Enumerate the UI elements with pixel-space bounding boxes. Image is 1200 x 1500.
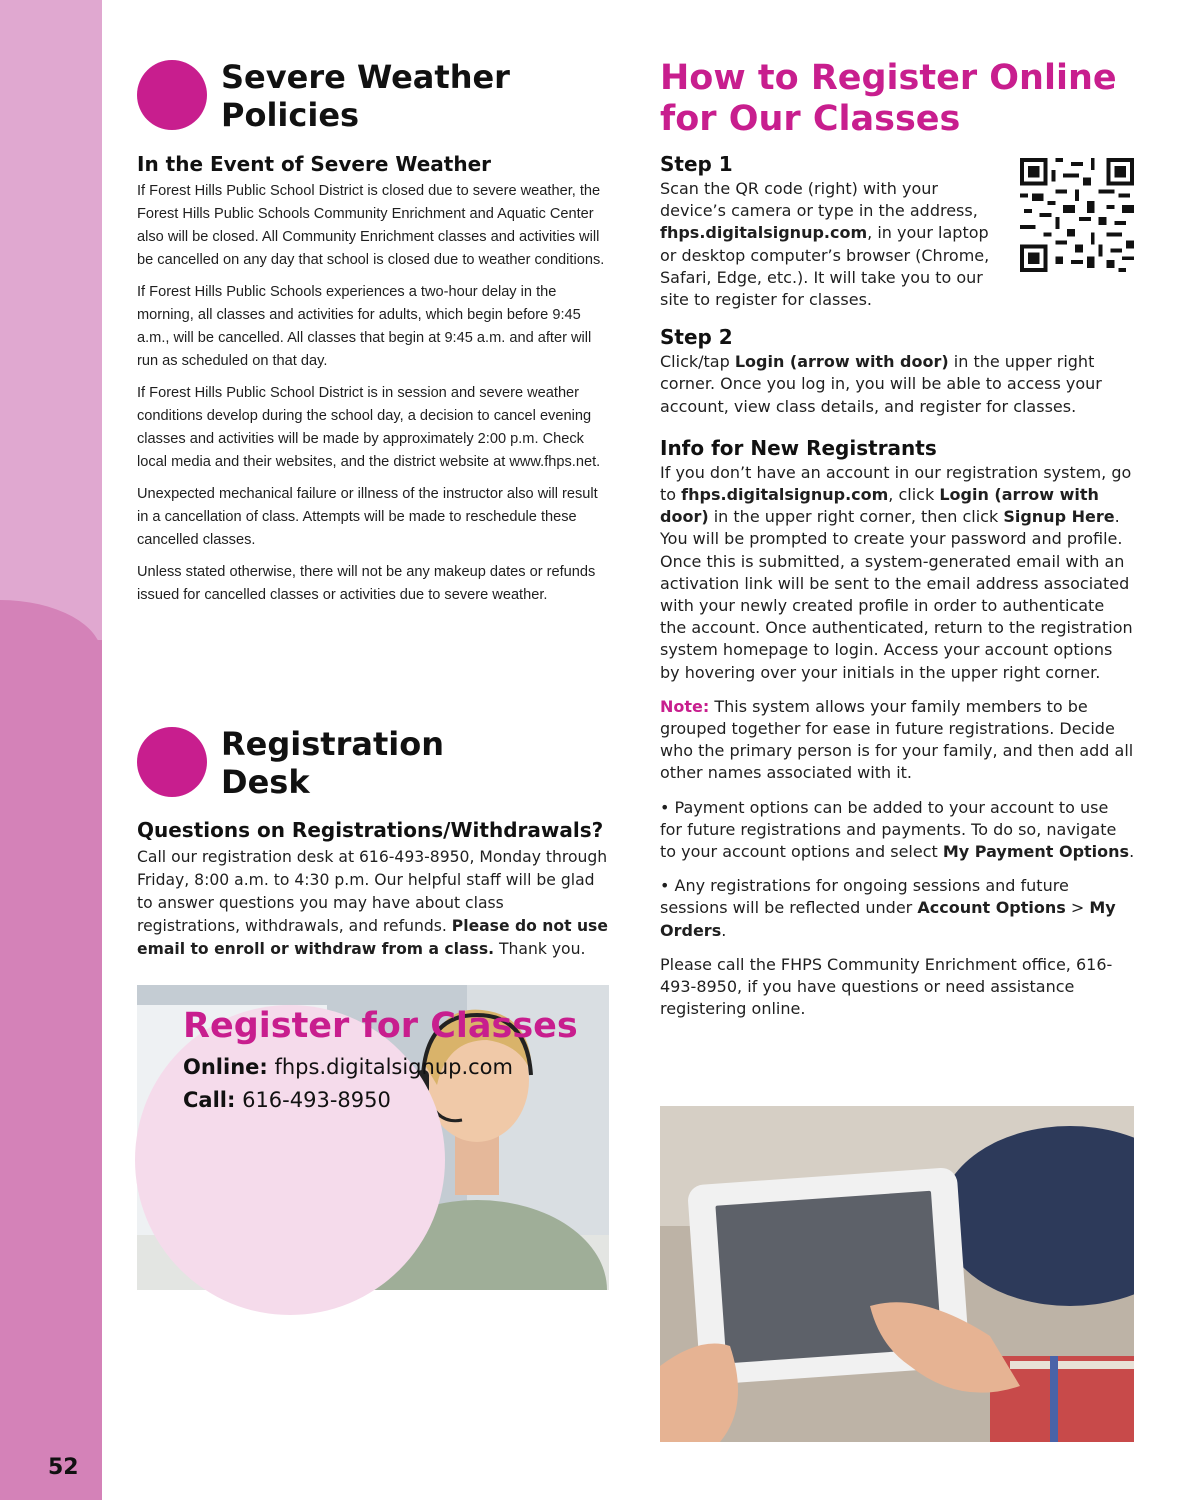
info-text-a: If you don’t have an account in our registration system, go to [660,462,1132,505]
step1-text [660,178,990,311]
severe-paragraph-1: If Forest Hills Public School District is closed due to severe weather, the Forest Hills Public Schools Community Enrichment and Aquatic Center also will be closed. All Community Enrichment classes and activities will be cancelled on any day that school is closed due to weather conditions. [137,183,605,268]
desk-text-bold: Please do not use email to enroll or withdraw from a class. [137,917,608,958]
severe-subhead: In the Event of Severe Weather [137,152,491,176]
info-text [660,462,1135,684]
note-body: This system allows your family members to be grouped together for ease in future registrations. Decide who the primary person is for your family, and then add all other names associated with it. [660,696,1134,783]
register-online-link[interactable]: fhps.digitalsignup.com [274,1055,513,1079]
desk-title-line2: Desk [221,763,310,801]
online-title-line1: How to Register Online [660,58,1117,98]
section-dot-icon [137,60,207,130]
bullet1-text-b: . [1129,842,1135,862]
desk-text-b: Thank you. [494,940,586,958]
bullet2-text-b: > [1065,898,1090,918]
side-band-bottom [0,640,102,1500]
register-call-number[interactable]: 616-493-8950 [242,1088,391,1112]
step1-text-a: Scan the QR code (right) with your device’s camera or type in the address, [660,179,978,221]
bullet-orders [660,875,1135,942]
call-office-text: Please call the FHPS Community Enrichment office, 616-493-8950, if you have questions or need assistance registering online. [660,954,1113,1019]
severe-title-line2: Policies [221,96,360,134]
bullet1-text-a: • Payment options can be added to your account to use for future registrations and payments. To do so, navigate to your account options and select [660,797,1117,862]
register-call-label: Call: [183,1088,236,1112]
page-number: 52 [48,1455,79,1480]
info-text-c: in the upper right corner, then click [708,507,1004,527]
register-online-label: Online: [183,1055,268,1079]
register-online-line [183,1055,513,1079]
severe-paragraph-3: If Forest Hills Public School District is in session and severe weather conditions develop during the school day, a decision to cancel evening classes and activities will be made by approximately 2:00 p.m. Check local media and their websites, and the district website at www.fhps.net. [137,385,601,470]
step2-text-a: Click/tap [660,352,735,372]
register-online-section [660,152,1135,1033]
register-circle-bg [135,1005,445,1315]
info-text-b: , click [888,485,940,505]
bullet2-bold-orders: My Orders [660,898,1116,940]
desk-subhead: Questions on Registrations/Withdrawals? [137,818,604,842]
severe-paragraph-4: Unexpected mechanical failure or illness of the instructor also will result in a cancellation of class. Attempts will be made to reschedule these cancelled classes. [137,486,598,548]
step2-text [660,351,1135,418]
info-bold-login: Login (arrow with door) [660,485,1099,527]
desk-paragraph [137,846,609,961]
step1-head: Step 1 [660,152,733,176]
bullet2-text-a: • Any registrations for ongoing sessions and future sessions will be reflected under [660,876,1069,918]
info-text-d: . You will be prompted to create your password and profile. Once this is submitted, a system-generated email with an activation link will be sent to the email address associated with your newly created profile in order to authenticate the account. Once authenticated, return to the registration system homepage to login. Access your account options by hovering over your initials in the upper right corner. [660,507,1133,682]
desk-title-line1: Registration [221,725,444,763]
tablet-photo [660,1106,1134,1442]
register-call-line [183,1088,391,1112]
info-link[interactable]: fhps.digitalsignup.com [681,485,889,505]
note-label: Note: [660,696,710,716]
info-bold-signup: Signup Here [1003,507,1115,527]
severe-paragraph-5: Unless stated otherwise, there will not be any makeup dates or refunds issued for cancelled classes or activities due to severe weather. [137,564,596,603]
severe-title-line1: Severe Weather [221,58,510,96]
section-dot-icon [137,727,207,797]
note-text [660,696,1135,785]
severe-weather-section [137,152,609,616]
register-title: Register for Classes [183,1006,578,1046]
step1-link[interactable]: fhps.digitalsignup.com [660,223,868,243]
bullet1-bold: My Payment Options [942,842,1130,862]
bullet2-bold-account: Account Options [917,898,1066,918]
bullet2-text-c: . [721,920,727,940]
step2-bold: Login (arrow with door) [734,352,949,372]
step2-text-b: in the upper right corner. Once you log in, you will be able to access your account, view class details, and register for classes. [660,352,1102,416]
severe-weather-title [221,58,510,134]
severe-paragraph-2: If Forest Hills Public Schools experiences a two-hour delay in the morning, all classes and activities for adults, which begin before 9:45 a.m., will be cancelled. All classes that begin at 9:45 a.m. and after will run as scheduled on that day. [137,284,592,369]
registration-desk-title [221,725,444,801]
bullet-payment [660,797,1135,864]
step1-text-b: , in your laptop or desktop computer’s browser (Chrome, Safari, Edge, etc.). It will take you to our site to register for classes. [660,223,990,310]
step2-head: Step 2 [660,325,733,350]
online-title-line2: for Our Classes [660,99,961,139]
register-online-title [660,58,1160,140]
desk-text-a: Call our registration desk at 616-493-8950, Monday through Friday, 8:00 a.m. to 4:30 p.m. Our helpful staff will be glad to answer questions you may have about class registrations, withdrawals, and refunds. [137,848,608,935]
person-tablet-illustration [660,1106,1134,1442]
info-head: Info for New Registrants [660,435,937,460]
registration-desk-section [137,818,609,973]
side-band-top [0,0,102,640]
